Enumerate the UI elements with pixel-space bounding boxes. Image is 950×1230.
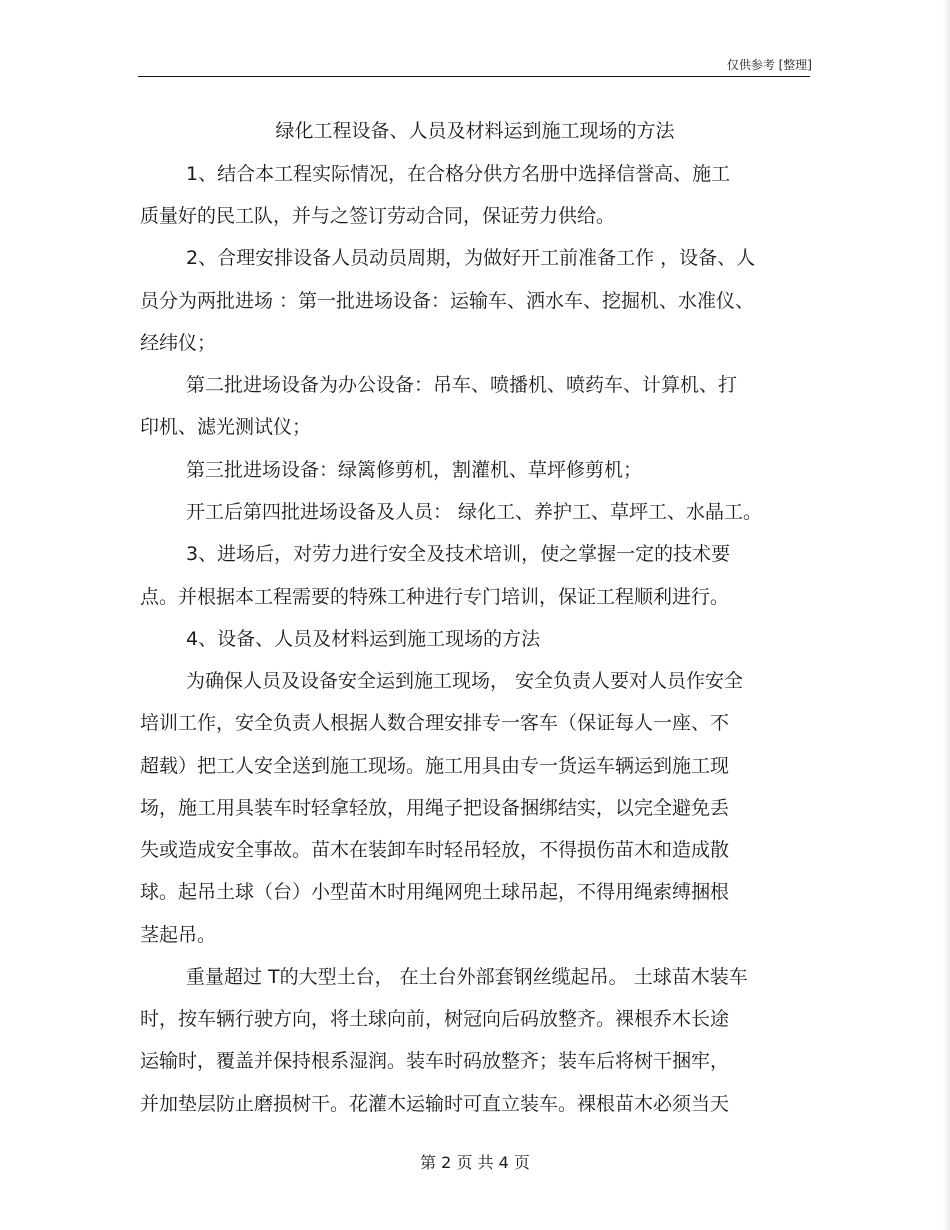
body-line-20: 重量超过 T的大型土台， 在土台外部套钢丝缆起吊。 土球苗木装车 (186, 966, 748, 988)
body-line-9: 开工后第四批进场设备及人员： 绿化工、养护工、草坪工、水晶工。 (186, 501, 763, 523)
body-line-2: 质量好的民工队，并与之签订劳动合同，保证劳力供给。 (140, 205, 616, 227)
body-line-5: 经纬仪； (140, 332, 217, 354)
body-line-11: 点。并根据本工程需要的特殊工种进行专门培训，保证工程顺利进行。 (140, 586, 730, 608)
header-divider (138, 76, 810, 77)
body-line-4: 员分为两批进场 ：第一批进场设备：运输车、洒水车、挖掘机、水准仪、 (140, 290, 755, 312)
body-line-21: 时，按车辆行驶方向，将土球向前，树冠向后码放整齐。裸根乔木长途 (140, 1008, 730, 1030)
body-line-19: 茎起吊。 (140, 924, 217, 946)
document-title: 绿化工程设备、人员及材料运到施工现场的方法 (275, 120, 675, 142)
body-line-23: 并加垫层防止磨损树干。花灌木运输时可直立装车。裸根苗木必须当天 (140, 1093, 730, 1115)
page-number-footer: 第 2 页 共 4 页 (420, 1153, 530, 1172)
body-line-10: 3、进场后，对劳力进行安全及技术培训，使之掌握一定的技术要 (186, 543, 731, 565)
body-line-3: 2、合理安排设备人员动员周期，为做好开工前准备工作 ，设备、人 (186, 247, 756, 269)
body-line-15: 超载）把工人安全送到施工现场。施工用具由专一货运车辆运到施工现 (140, 755, 730, 777)
body-line-6: 第二批进场设备为办公设备：吊车、喷播机、喷药车、计算机、打 (186, 374, 738, 396)
body-line-1: 1、结合本工程实际情况，在合格分供方名册中选择信誉高、施工 (186, 163, 731, 185)
body-line-8: 第三批进场设备：绿篱修剪机，割灌机、草坪修剪机； (186, 459, 643, 481)
body-line-14: 培训工作，安全负责人根据人数合理安排专一客车（保证每人一座、不 (140, 712, 730, 734)
body-line-7: 印机、滤光测试仪； (140, 416, 312, 438)
body-line-18: 球。起吊土球（台）小型苗木时用绳网兜土球吊起，不得用绳索缚捆根 (140, 881, 730, 903)
body-line-12: 4、设备、人员及材料运到施工现场的方法 (186, 628, 541, 650)
page-edge-shadow (942, 0, 950, 1230)
header-note: 仅供参考 [整理] (726, 58, 812, 72)
body-line-22: 运输时，覆盖并保持根系湿润。装车时码放整齐；装车后将树干捆牢， (140, 1050, 730, 1072)
body-line-16: 场，施工用具装车时轻拿轻放，用绳子把设备捆绑结实，以完全避免丢 (140, 797, 730, 819)
body-line-13: 为确保人员及设备安全运到施工现场， 安全负责人要对人员作安全 (186, 670, 744, 692)
body-line-17: 失或造成安全事故。苗木在装卸车时轻吊轻放，不得损伤苗木和造成散 (140, 839, 730, 861)
